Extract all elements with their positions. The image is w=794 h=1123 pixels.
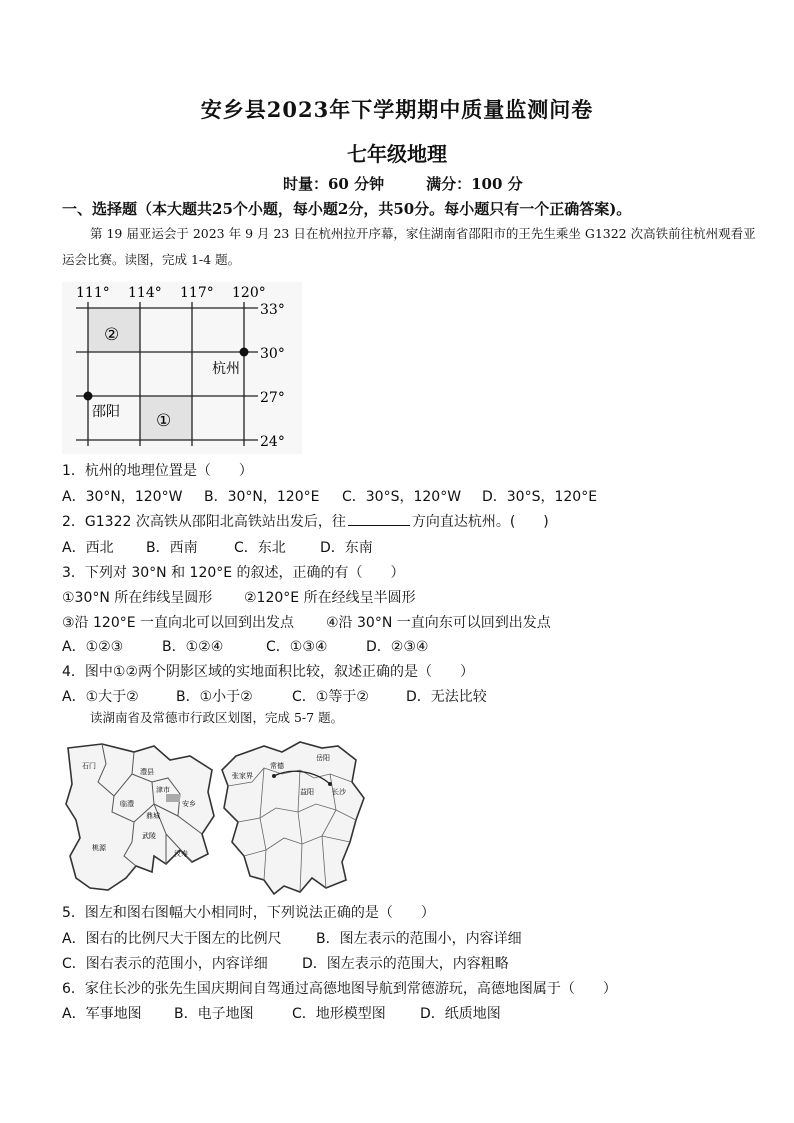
option-d: D．②③④ xyxy=(366,639,429,655)
option-d: D．纸质地图 xyxy=(420,1006,501,1022)
option-a: A．图右的比例尺大于图左的比例尺 xyxy=(62,931,282,947)
option-d: D．无法比较 xyxy=(406,689,487,705)
answer-blank xyxy=(348,513,410,526)
statement-2: ②120°E 所在经线呈半圆形 xyxy=(244,590,416,606)
intro-passage-1: 第 19 届亚运会于 2023 年 9 月 23 日在杭州拉开序幕，家住湖南省邵阳市的王先生乘坐 G1322 次高铁前往杭州观看亚运会比赛。读图，完成 1-4 题。 xyxy=(62,226,756,267)
lat-label: 24° xyxy=(260,434,285,450)
page-subtitle: 七年级地理 xyxy=(347,142,447,166)
option-a: A．军事地图 xyxy=(62,1006,142,1022)
lon-label: 120° xyxy=(232,285,266,301)
question-2-stem-part1: 2．G1322 次高铁从邵阳北高铁站出发后，往 xyxy=(62,514,346,530)
option-a: A．30°N，120°W xyxy=(62,489,183,505)
changde-district-map xyxy=(62,738,220,900)
district-label: 武陵 xyxy=(142,832,156,840)
option-d: D．东南 xyxy=(320,540,373,556)
option-b: B．①小于② xyxy=(176,689,253,705)
option-a: A．①大于② xyxy=(62,689,139,705)
statement-4: ④沿 30°N 一直向东可以回到出发点 xyxy=(326,615,551,631)
intro-passage-2: 读湖南省及常德市行政区划图，完成 5-7 题。 xyxy=(90,710,344,725)
option-c: C．图右表示的范围小，内容详细 xyxy=(62,956,268,972)
hunan-province-map xyxy=(218,738,376,898)
option-b: B．西南 xyxy=(146,540,198,556)
exam-duration: 时量：60 分钟 xyxy=(283,175,385,193)
option-c: C．东北 xyxy=(234,540,286,556)
shaoyang-dot xyxy=(84,392,93,401)
question-3-statements-1 xyxy=(62,587,416,607)
section-heading: 一、选择题（本大题共25个小题，每小题2分，共50分。每小题只有一个正确答案)。 xyxy=(62,200,632,218)
lat-label: 30° xyxy=(260,346,285,362)
question-3: 3．下列对 30°N 和 120°E 的叙述，正确的有（ ） xyxy=(62,565,405,581)
lat-label: 27° xyxy=(260,390,285,406)
lon-label: 117° xyxy=(180,285,214,301)
city-shaoyang-label: 邵阳 xyxy=(92,404,120,420)
question-6-options xyxy=(62,1003,501,1023)
option-b: B．①②④ xyxy=(162,639,224,655)
option-b: B．电子地图 xyxy=(174,1006,254,1022)
question-5: 5．图左和图右图幅大小相同时，下列说法正确的是（ ） xyxy=(62,905,435,921)
district-label: 石门 xyxy=(82,762,96,770)
option-b: B．图左表示的范围小，内容详细 xyxy=(316,931,522,947)
lat-lon-grid-map xyxy=(62,282,302,454)
area-1-label: ① xyxy=(156,411,172,431)
option-b: B．30°N，120°E xyxy=(204,489,320,505)
question-3-options xyxy=(62,636,428,656)
exam-full-score: 满分：100 分 xyxy=(426,175,523,193)
question-1-options xyxy=(62,486,597,506)
district-label: 澧县 xyxy=(140,768,154,776)
statement-3: ③沿 120°E 一直向北可以回到出发点 xyxy=(62,615,295,631)
question-6: 6．家住长沙的张先生国庆期间自驾通过高德地图导航到常德游玩，高德地图属于（ ） xyxy=(62,981,617,997)
district-label: 鼎城 xyxy=(146,812,160,820)
district-label: 临澧 xyxy=(120,800,134,808)
page-title: 安乡县2023年下学期期中质量监测问卷 xyxy=(200,97,594,122)
question-4: 4．图中①②两个阴影区域的实地面积比较，叙述正确的是（ ） xyxy=(62,664,475,680)
option-c: C．地形模型图 xyxy=(292,1006,386,1022)
lon-label: 114° xyxy=(128,285,162,301)
option-c: C．①等于② xyxy=(292,689,369,705)
lon-label: 111° xyxy=(76,285,110,301)
city-label: 张家界 xyxy=(232,772,253,780)
city-label: 常德 xyxy=(270,762,284,770)
city-label: 长沙 xyxy=(332,788,346,796)
option-a: A．①②③ xyxy=(62,639,124,655)
option-a: A．西北 xyxy=(62,540,114,556)
option-d: D．图左表示的范围大，内容粗略 xyxy=(302,956,509,972)
question-2 xyxy=(62,511,549,531)
district-label: 汉寿 xyxy=(174,850,188,858)
statement-1: ①30°N 所在纬线呈圆形 xyxy=(62,590,213,606)
question-4-options xyxy=(62,686,487,706)
question-5-options-row2 xyxy=(62,953,509,973)
district-label: 安乡 xyxy=(182,800,196,808)
hangzhou-dot xyxy=(240,348,249,357)
city-hangzhou-label: 杭州 xyxy=(212,361,240,377)
city-label: 益阳 xyxy=(300,788,314,796)
city-label: 岳阳 xyxy=(316,754,330,762)
lat-label: 33° xyxy=(260,302,285,318)
option-c: C．①③④ xyxy=(266,639,328,655)
option-d: D．30°S，120°E xyxy=(482,489,598,505)
area-2-label: ② xyxy=(104,325,120,345)
district-label: 津市 xyxy=(156,786,170,794)
question-2-options xyxy=(62,537,373,557)
question-3-statements-2 xyxy=(62,612,551,632)
question-5-options-row1 xyxy=(62,928,522,948)
option-c: C．30°S，120°W xyxy=(342,489,462,505)
question-1: 1．杭州的地理位置是（ ） xyxy=(62,463,253,479)
district-label: 桃源 xyxy=(92,844,106,852)
question-2-stem-part2: 方向直达杭州。( ) xyxy=(411,514,549,530)
exam-time-info xyxy=(283,173,565,194)
